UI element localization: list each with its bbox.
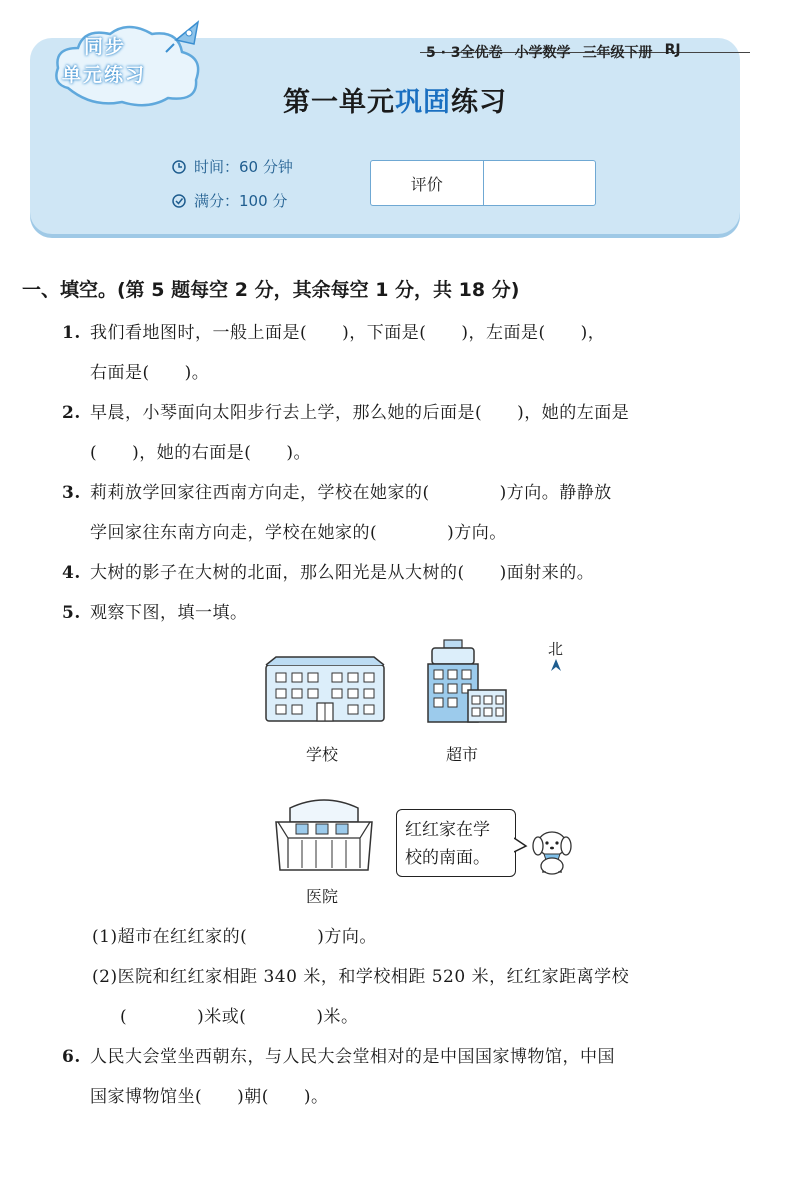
question-2-cont: ( )，她的右面是( )。 [90, 443, 312, 463]
question-number: 3. [62, 483, 81, 503]
question-4 [62, 558, 594, 583]
time-text: 时间：60 分钟 [194, 158, 293, 176]
grade-name: 三年级下册 [582, 45, 653, 61]
question-number: 4. [62, 563, 81, 583]
edition-name: RJ [664, 42, 681, 58]
time-info [172, 156, 293, 177]
score-info [172, 190, 287, 211]
question-2 [62, 398, 629, 423]
section-heading: 一、填空。(第 5 题每空 2 分，其余每空 1 分，共 18 分) [22, 279, 520, 301]
question-text: 莉莉放学回家往西南方向走，学校在她家的( )方向。静静放 [90, 483, 612, 503]
north-arrow-icon [549, 658, 563, 672]
check-circle-icon [172, 194, 186, 208]
supermarket-building-icon [424, 638, 510, 724]
score-text: 满分：100 分 [194, 192, 288, 210]
supermarket-label: 超市 [446, 745, 479, 764]
question-5-sub1: (1)超市在红红家的( )方向。 [92, 927, 377, 947]
badge-line2: 单元练习 [62, 64, 147, 86]
question-number: 2. [62, 403, 81, 423]
question-3-cont: 学回家往东南方向走，学校在她家的( )方向。 [90, 523, 507, 543]
question-text: 人民大会堂坐西朝东，与人民大会堂相对的是中国国家博物馆，中国 [90, 1047, 615, 1067]
question-text: 观察下图，填一填。 [90, 603, 248, 623]
hospital-building-icon [272, 792, 376, 872]
question-number: 1. [62, 323, 81, 343]
question-6 [62, 1042, 615, 1067]
page-title [0, 80, 790, 119]
question-text: 早晨，小琴面向太阳步行去上学，那么她的后面是( )，她的左面是 [90, 403, 630, 423]
speech-tail-icon [514, 836, 528, 854]
north-label: 北 [548, 640, 564, 658]
school-label: 学校 [306, 745, 339, 764]
header-info [426, 42, 681, 62]
speech-line1: 红红家在学 [405, 820, 490, 840]
clock-icon [172, 160, 186, 174]
question-1-cont: 右面是( )。 [90, 363, 210, 383]
question-number: 6. [62, 1047, 81, 1067]
badge-line1: 同步 [84, 36, 127, 58]
evaluation-box [370, 160, 596, 206]
question-5-sub2: (2)医院和红红家相距 340 米，和学校相距 520 米，红红家距离学校 [92, 967, 630, 987]
puppy-icon [528, 824, 580, 876]
subject-name: 小学数学 [514, 45, 571, 61]
hospital-label: 医院 [306, 887, 339, 906]
speech-bubble [396, 809, 516, 877]
title-part1: 第一单元 [283, 87, 395, 118]
question-1 [62, 318, 605, 343]
question-5-sub2-cont: ( )米或( )米。 [120, 1007, 359, 1027]
question-5 [62, 598, 248, 623]
question-3 [62, 478, 612, 503]
evaluation-field[interactable] [483, 161, 596, 205]
evaluation-label: 评价 [410, 174, 443, 194]
title-highlight: 巩固 [395, 87, 451, 118]
question-text: 我们看地图时，一般上面是( )，下面是( )，左面是( )， [90, 323, 606, 343]
title-part3: 练习 [451, 87, 507, 118]
question-6-cont: 国家博物馆坐( )朝( )。 [90, 1087, 329, 1107]
school-building-icon [262, 655, 388, 725]
speech-line2: 校的南面。 [405, 848, 490, 868]
question-text: 大树的影子在大树的北面，那么阳光是从大树的( )面射来的。 [90, 563, 595, 583]
question-number: 5. [62, 603, 81, 623]
series-name: 5 · 3全优卷 [426, 45, 503, 61]
